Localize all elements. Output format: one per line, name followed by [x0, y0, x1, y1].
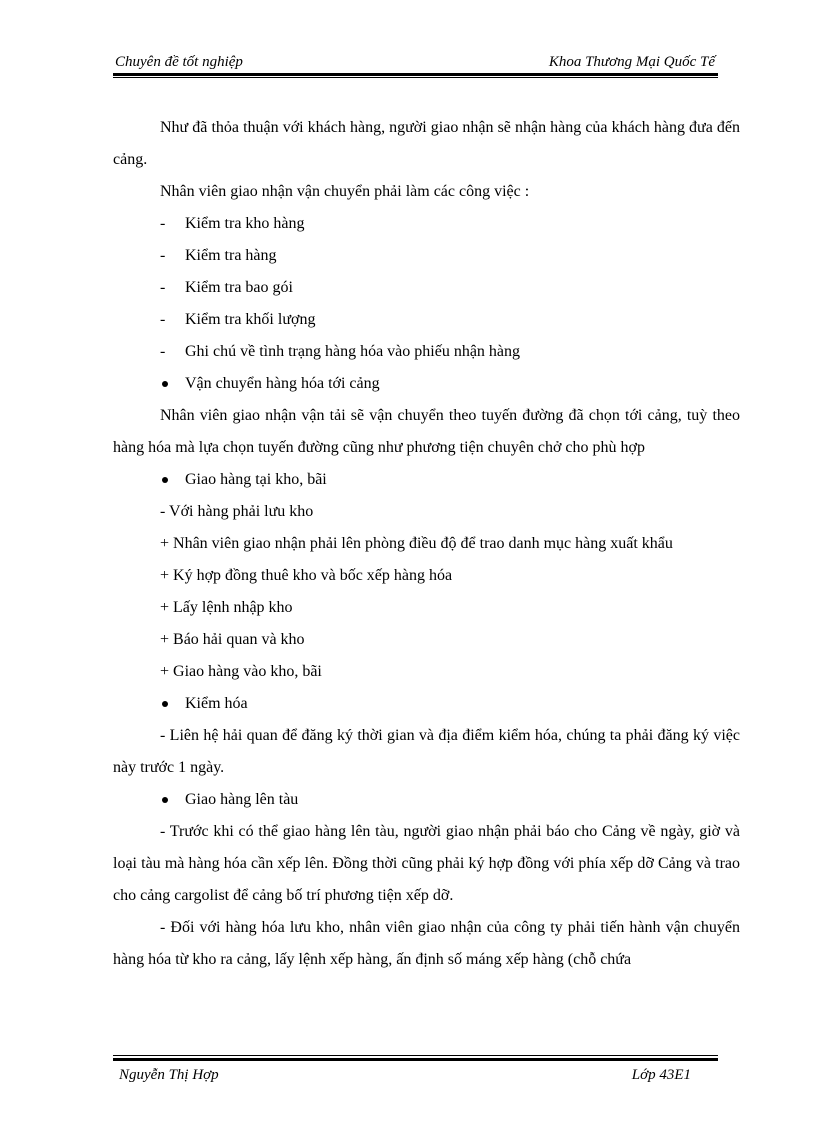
- dash-list-item: [113, 208, 740, 240]
- plus-list-item: + Ký hợp đồng thuê kho và bốc xếp hàng hóa: [160, 567, 453, 584]
- bullet-heading-text: Giao hàng lên tàu: [185, 791, 299, 808]
- dash-list-item: [113, 240, 740, 272]
- page-footer: [113, 1065, 717, 1087]
- dash-list-item: [113, 336, 740, 368]
- dash-marker: -: [160, 343, 166, 360]
- list-item-text: Kiểm tra bao gói: [185, 279, 293, 296]
- dash-list-item: [113, 272, 740, 304]
- footer-class: Lớp 43E1: [631, 1067, 691, 1083]
- dash-marker: -: [160, 247, 166, 264]
- list-item-text: Kiểm tra khối lượng: [185, 311, 316, 328]
- bullet-heading: [113, 688, 740, 720]
- list-item-text: Kiểm tra hàng: [185, 247, 277, 264]
- bullet-dot-icon: [162, 381, 168, 387]
- dash-marker: -: [160, 311, 166, 328]
- plus-list-item: + Nhân viên giao nhận phải lên phòng điều độ để trao danh mục hàng xuất khẩu: [160, 535, 673, 552]
- sub-heading: - Với hàng phải lưu kho: [160, 503, 314, 520]
- dash-marker: -: [160, 215, 166, 232]
- list-item-text: Ghi chú về tình trạng hàng hóa vào phiếu nhận hàng: [185, 343, 521, 360]
- paragraph: - Liên hệ hải quan để đăng ký thời gian và địa điểm kiểm hóa, chúng ta phải đăng ký việc này trước 1 ngày.: [113, 727, 740, 776]
- paragraph: - Trước khi có thể giao hàng lên tàu, người giao nhận phải báo cho Cảng về ngày, giờ và loại tàu mà hàng hóa cần xếp lên. Đồng thời cũng phải ký hợp đồng với phía xếp dỡ Cảng và trao cho cảng cargolist để cảng bố trí phương tiện xếp dỡ.: [113, 823, 740, 904]
- dash-marker: -: [160, 279, 166, 296]
- bullet-heading-text: Kiểm hóa: [185, 695, 248, 712]
- bullet-heading: [113, 368, 740, 400]
- document-body: [113, 112, 740, 976]
- bullet-heading-text: Vận chuyển hàng hóa tới cảng: [185, 375, 380, 392]
- header-left-title: Chuyên đề tốt nghiệp: [115, 54, 243, 70]
- plus-list-item: + Giao hàng vào kho, bãi: [160, 663, 322, 680]
- footer-author: Nguyễn Thị Hợp: [119, 1067, 219, 1083]
- footer-rule-thin: [113, 1055, 718, 1056]
- plus-list-item: + Báo hải quan và kho: [160, 631, 305, 648]
- header-rule: [113, 73, 718, 76]
- plus-list-item: + Lấy lệnh nhập kho: [160, 599, 293, 616]
- header-right-title: Khoa Thương Mại Quốc Tế: [548, 54, 715, 70]
- header-rule-thin: [113, 77, 718, 78]
- bullet-dot-icon: [162, 477, 168, 483]
- bullet-heading: [113, 464, 740, 496]
- dash-list-item: [113, 304, 740, 336]
- bullet-dot-icon: [162, 797, 168, 803]
- page-header: [113, 52, 717, 74]
- footer-rule: [113, 1058, 718, 1061]
- paragraph: Như đã thỏa thuận với khách hàng, người giao nhận sẽ nhận hàng của khách hàng đưa đến cảng.: [113, 119, 740, 168]
- paragraph: - Đối với hàng hóa lưu kho, nhân viên giao nhận của công ty phải tiến hành vận chuyển hàng hóa từ kho ra cảng, lấy lệnh xếp hàng, ấn định số máng xếp hàng (chỗ chứa: [113, 919, 740, 968]
- bullet-dot-icon: [162, 701, 168, 707]
- paragraph: Nhân viên giao nhận vận chuyển phải làm các công việc :: [160, 183, 530, 200]
- list-item-text: Kiểm tra kho hàng: [185, 215, 305, 232]
- bullet-heading: [113, 784, 740, 816]
- paragraph: Nhân viên giao nhận vận tải sẽ vận chuyển theo tuyến đường đã chọn tới cảng, tuỳ theo hàng hóa mà lựa chọn tuyến đường cũng như phương tiện chuyên chở cho phù hợp: [113, 407, 740, 456]
- bullet-heading-text: Giao hàng tại kho, bãi: [185, 471, 327, 488]
